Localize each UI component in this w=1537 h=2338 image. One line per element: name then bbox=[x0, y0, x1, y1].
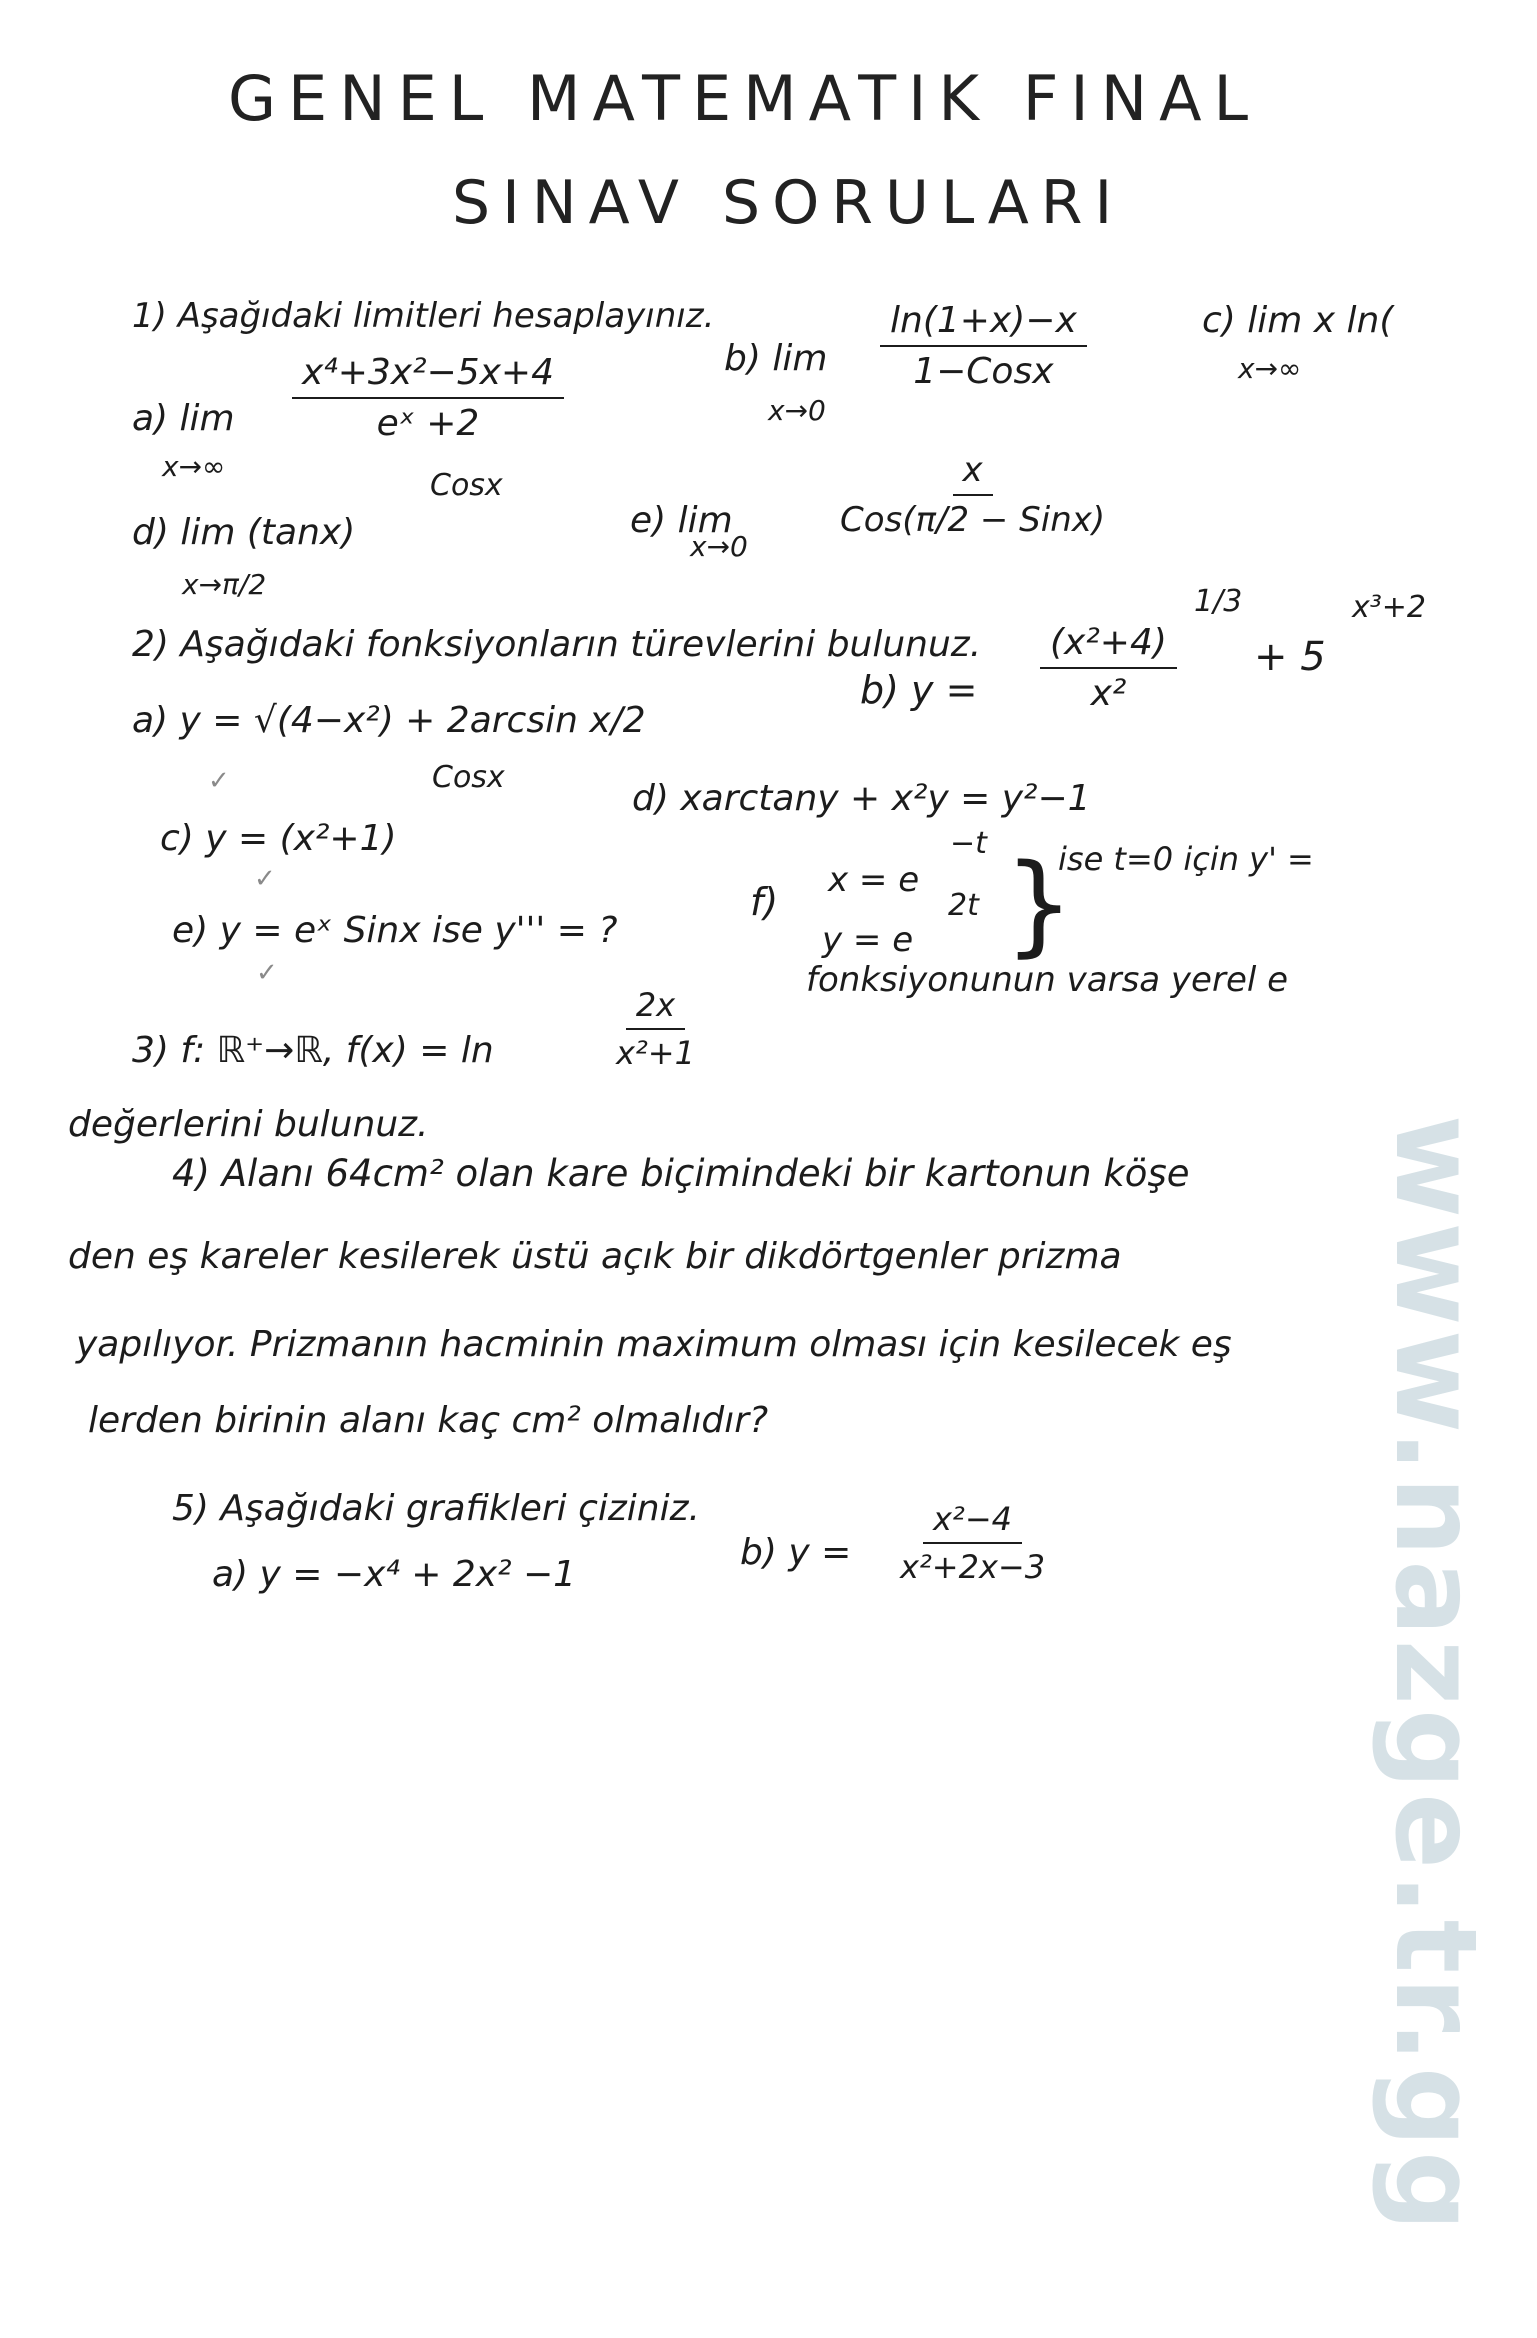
q1b-fraction bbox=[880, 300, 1087, 392]
exam-title-line2: SINAV SORULARI bbox=[452, 168, 1125, 238]
q1a-label: a) lim bbox=[132, 398, 235, 439]
q3-prefix: 3) f: ℝ⁺→ℝ, f(x) = ln bbox=[132, 1030, 494, 1071]
q2b-numerator: (x²+4) bbox=[1040, 622, 1177, 669]
q3-line2: değerlerini bulunuz. bbox=[68, 1104, 429, 1145]
q1a-fraction bbox=[292, 352, 564, 444]
grading-tick-mark: ✓ bbox=[256, 958, 278, 988]
q2f-line2-sup: 2t bbox=[948, 888, 979, 923]
q1e-label: e) lim bbox=[630, 500, 733, 541]
grading-tick-mark: ✓ bbox=[208, 766, 230, 796]
q2b-num-sup: 1/3 bbox=[1194, 584, 1243, 619]
q1e-numerator: x bbox=[953, 450, 993, 496]
q1b-label: b) lim bbox=[724, 338, 828, 379]
q2f-line2: y = e bbox=[822, 920, 914, 960]
q2f-brace: } bbox=[1004, 840, 1074, 968]
watermark-text: www.nazge.tr.gg bbox=[1370, 1114, 1500, 2236]
q2b-tail-sup: x³+2 bbox=[1352, 590, 1427, 625]
q1a-denominator: eˣ +2 bbox=[376, 403, 480, 444]
q2c-label: c) y = (x²+1) bbox=[160, 818, 397, 859]
q5b-label: b) y = bbox=[740, 1532, 852, 1573]
q2f-line1-sup: −t bbox=[950, 826, 987, 861]
q2e: e) y = eˣ Sinx ise y''' = ? bbox=[172, 910, 618, 951]
q1d-sup: Cosx bbox=[430, 468, 503, 503]
q1a-numerator: x⁴+3x²−5x+4 bbox=[292, 352, 564, 399]
exam-title-line1: GENEL MATEMATIK FINAL bbox=[228, 62, 1261, 135]
q3-suffix: fonksiyonunun varsa yerel e bbox=[806, 960, 1289, 1000]
q4-line1: 4) Alanı 64cm² olan kare biçimindeki bir kartonun köşe bbox=[172, 1152, 1190, 1195]
q1e-sub: x→0 bbox=[690, 530, 748, 563]
q5b-numerator: x²−4 bbox=[923, 1500, 1022, 1544]
q1e-fraction bbox=[840, 450, 1105, 540]
q1-intro: 1) Aşağıdaki limitleri hesaplayınız. bbox=[132, 296, 715, 336]
q5a: a) y = −x⁴ + 2x² −1 bbox=[212, 1554, 577, 1595]
q1d-label: d) lim (tanx) bbox=[132, 512, 356, 553]
grading-tick-mark: ✓ bbox=[254, 864, 276, 894]
q2b-label: b) y = bbox=[860, 668, 978, 712]
q1c-label: c) lim x ln( bbox=[1202, 300, 1394, 341]
q4-line4: lerden birinin alanı kaç cm² olmalıdır? bbox=[88, 1400, 769, 1441]
q1b-numerator: ln(1+x)−x bbox=[880, 300, 1087, 347]
watermark bbox=[1355, 1114, 1515, 2236]
q1a-sub: x→∞ bbox=[162, 450, 226, 483]
q2b-denominator: x² bbox=[1090, 673, 1127, 714]
q3-denominator: x²+1 bbox=[616, 1034, 695, 1072]
q1b-denominator: 1−Cosx bbox=[913, 351, 1054, 392]
q4-line3: yapılıyor. Prizmanın hacminin maximum olması için kesilecek eş bbox=[76, 1324, 1232, 1365]
q3-fraction bbox=[616, 986, 695, 1072]
q2a: a) y = √(4−x²) + 2arcsin x/2 bbox=[132, 700, 646, 741]
q1c-sub: x→∞ bbox=[1238, 352, 1302, 385]
q1e-denominator: Cos(π/2 − Sinx) bbox=[840, 500, 1106, 540]
q2f-label: f) bbox=[750, 880, 779, 924]
q1d-sub: x→π/2 bbox=[182, 568, 267, 601]
q2b-tail: + 5 bbox=[1254, 634, 1326, 680]
q2d: d) xarctany + x²y = y²−1 bbox=[632, 778, 1091, 819]
q2f-line1: x = e bbox=[828, 860, 920, 900]
q1b-sub: x→0 bbox=[768, 394, 826, 427]
q5b-denominator: x²+2x−3 bbox=[900, 1548, 1046, 1586]
q2b-fraction bbox=[1040, 622, 1177, 714]
q4-line2: den eş kareler kesilerek üstü açık bir dikdörtgenler prizma bbox=[68, 1236, 1122, 1277]
q3-numerator: 2x bbox=[626, 986, 685, 1030]
q2-intro: 2) Aşağıdaki fonksiyonların türevlerini bulunuz. bbox=[132, 624, 982, 665]
q5-intro: 5) Aşağıdaki grafikleri çiziniz. bbox=[172, 1488, 700, 1529]
q5b-fraction bbox=[900, 1500, 1045, 1586]
q2c-sup: Cosx bbox=[432, 760, 505, 795]
q2f-tail: ise t=0 için y' = bbox=[1058, 840, 1314, 878]
